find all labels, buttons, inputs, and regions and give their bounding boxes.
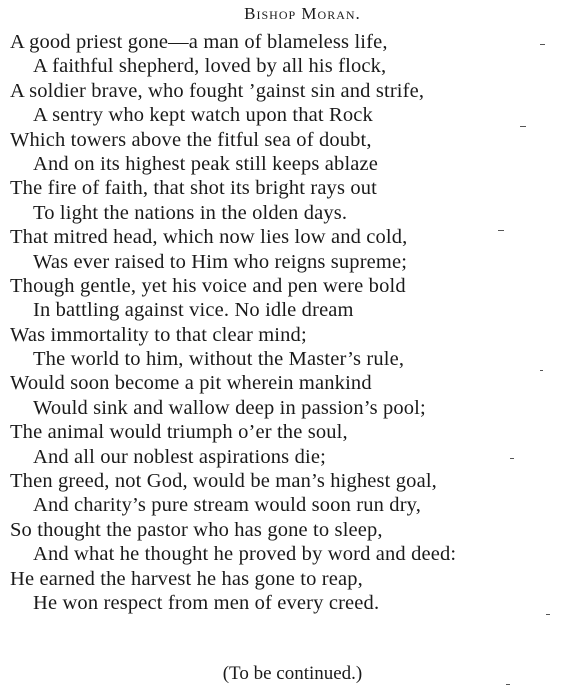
poem-line: To light the nations in the olden days. bbox=[33, 201, 348, 224]
continued-note: (To be continued.) bbox=[222, 663, 363, 684]
print-speck bbox=[510, 458, 514, 459]
poem-line: A faithful shepherd, loved by all his flock, bbox=[33, 55, 387, 78]
poem-line: And on its highest peak still keeps ablaze bbox=[33, 152, 379, 175]
poem-line: Though gentle, yet his voice and pen were bold bbox=[10, 274, 406, 297]
poem-line: In battling against vice. No idle dream bbox=[33, 299, 354, 322]
print-speck bbox=[520, 126, 526, 127]
poem-line: That mitred head, which now lies low and cold, bbox=[10, 226, 408, 249]
poem-line: The animal would triumph o’er the soul, bbox=[10, 421, 348, 444]
print-speck bbox=[506, 684, 510, 685]
poem-line: The world to him, without the Master’s rule, bbox=[33, 348, 405, 371]
poem-line: Was immortality to that clear mind; bbox=[10, 323, 307, 346]
poem-line: So thought the pastor who has gone to sleep, bbox=[10, 518, 383, 541]
poem-line: Which towers above the fitful sea of doubt, bbox=[10, 128, 372, 151]
print-speck bbox=[540, 370, 543, 371]
poem-line: And charity’s pure stream would soon run dry, bbox=[33, 494, 422, 517]
poem-line: A sentry who kept watch upon that Rock bbox=[33, 104, 373, 127]
poem-line: The fire of faith, that shot its bright rays out bbox=[10, 177, 378, 200]
poem-line: A good priest gone—a man of blameless life, bbox=[10, 31, 388, 53]
print-speck bbox=[540, 44, 545, 45]
poem-line: He earned the harvest he has gone to reap, bbox=[10, 567, 363, 590]
poem-line: And what he thought he proved by word and deed: bbox=[33, 543, 457, 566]
poem-body bbox=[0, 30, 565, 615]
poem-line: Would soon become a pit wherein mankind bbox=[10, 372, 372, 395]
poem-line: He won respect from men of every creed. bbox=[33, 591, 380, 614]
poem-title: Bishop Moran. bbox=[244, 4, 361, 23]
poem-line: And all our noblest aspirations die; bbox=[33, 445, 326, 468]
poem-line: A soldier brave, who fought ’gainst sin and strife, bbox=[10, 79, 425, 102]
poem-line: Would sink and wallow deep in passion’s pool; bbox=[33, 396, 426, 419]
print-speck bbox=[546, 614, 550, 615]
poem-line: Was ever raised to Him who reigns supreme; bbox=[33, 250, 408, 273]
print-speck bbox=[498, 230, 504, 231]
poem-line: Then greed, not God, would be man’s highest goal, bbox=[10, 470, 437, 493]
